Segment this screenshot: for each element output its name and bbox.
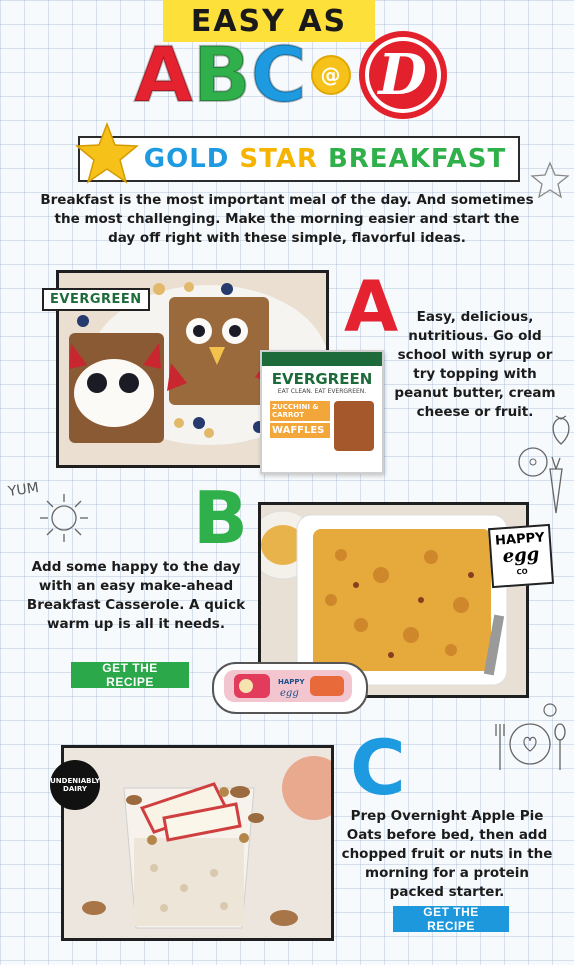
section-c-text: Prep Overnight Apple Pie Oats before bed, then add chopped fruit or nuts in the morning for a protein packed starter.: [341, 808, 553, 900]
gold-star-breakfast-banner: [78, 136, 520, 182]
gold-star-icon: [75, 122, 139, 186]
section-b-text: Add some happy to the day with an easy make-ahead Breakfast Casserole. A quick warm up is all it needs.: [26, 559, 246, 632]
happy-egg-co: CO: [516, 567, 528, 577]
get-recipe-button-c[interactable]: GET THE RECIPE: [393, 906, 509, 932]
section-letter-b: B: [193, 476, 248, 560]
abc-letter-a: A: [134, 30, 193, 119]
d-logo-icon: D: [359, 31, 447, 119]
carton-brand-happy: HAPPY: [278, 678, 305, 686]
waffle-box-flavor: ZUCCHINI & CARROT: [270, 401, 330, 421]
banner-word-breakfast: BREAKFAST: [327, 144, 507, 174]
plate-fork-spoon-doodle-icon: [490, 700, 570, 775]
abc-letter-c: C: [250, 30, 307, 119]
yum-doodle: YUM: [7, 479, 40, 501]
happy-egg-brand-tag: [488, 524, 554, 588]
section-a-text: Easy, delicious, nutritious. Go old school with syrup or try topping with peanut butter, cream cheese or fruit.: [394, 309, 556, 420]
waffle-box-brand: EVERGREEN: [271, 370, 373, 388]
abc-letter-b: B: [192, 30, 251, 119]
intro-paragraph: Breakfast is the most important meal of the day. And sometimes the most challenging. Make the morning easier and start the day off right with these simple, flavorful ideas.: [40, 192, 534, 246]
happy-egg-carton: [212, 662, 368, 714]
undeniably-dairy-badge: UNDENIABLY DAIRY: [50, 760, 100, 810]
happy-egg-line1: HAPPY: [494, 530, 546, 549]
evergreen-waffle-box: [260, 350, 384, 474]
happy-egg-line2: egg: [501, 543, 540, 568]
evergreen-brand-tag: EVERGREEN: [42, 288, 150, 311]
waffle-box-type: WAFFLES: [270, 423, 330, 438]
egg-carton-illustration: [214, 664, 362, 708]
carrot-doodle-icon: [540, 455, 570, 515]
waffle-box-tagline: EAT CLEAN. EAT EVERGREEN.: [277, 388, 367, 395]
section-letter-a: A: [344, 266, 399, 348]
star-outline-icon: [530, 160, 570, 200]
easy-as-text: EASY AS: [190, 3, 348, 39]
waffle-box-image: [334, 401, 374, 451]
overnight-oats-photo: [61, 745, 334, 941]
carton-brand-egg: egg: [280, 688, 299, 699]
section-letter-c: C: [350, 723, 406, 812]
abc-at-d-logo: [134, 30, 464, 119]
banner-word-gold: GOLD: [143, 144, 230, 174]
at-symbol: @: [311, 55, 351, 95]
banner-word-star: STAR: [239, 144, 318, 174]
get-recipe-button-b[interactable]: GET THE RECIPE: [71, 662, 189, 688]
oats-illustration: [64, 748, 331, 938]
sun-doodle-icon: [38, 492, 90, 544]
